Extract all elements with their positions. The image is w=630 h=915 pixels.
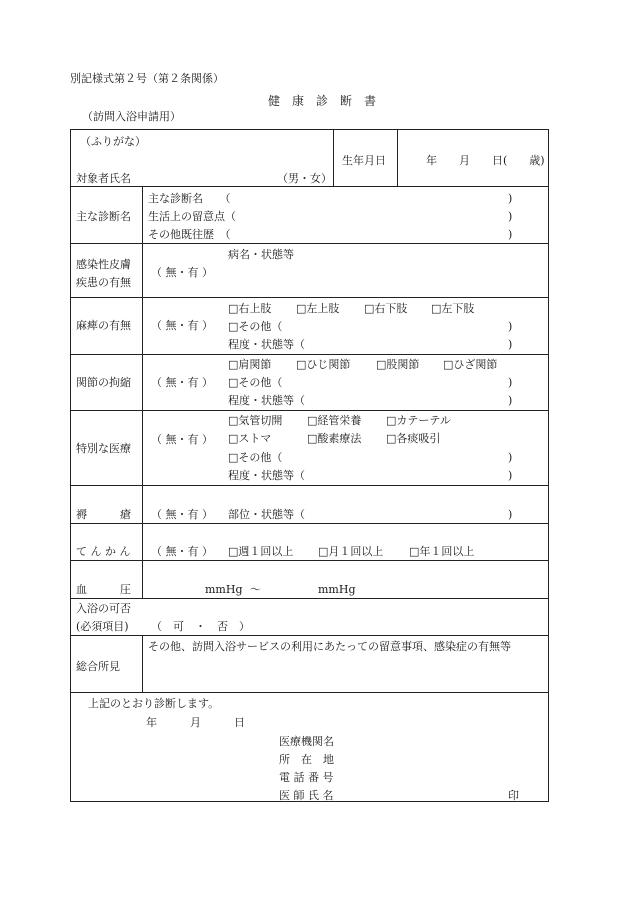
infection-detail[interactable]: 病名・状態等: [228, 248, 294, 261]
close-paren: ): [508, 508, 513, 521]
epilepsy-choice[interactable]: （ 無・有 ）: [151, 545, 213, 558]
checkbox-left-arm[interactable]: □左上肢: [296, 302, 340, 315]
infection-label-2: 疾患の有無: [76, 276, 131, 289]
doctor-name-label: 医 師 氏 名: [279, 789, 334, 802]
statement: 上記のとおり診断します。: [88, 697, 220, 710]
checkbox-catheter[interactable]: □カテーテル: [386, 414, 451, 427]
overall-label: 総合所見: [76, 660, 120, 673]
paralysis-choice[interactable]: （ 無・有 ）: [151, 319, 213, 332]
birthdate-value[interactable]: 年 月 日( 歳): [426, 154, 545, 167]
main-diagnosis-item[interactable]: 主な診断名 （: [148, 192, 231, 205]
gender-choice[interactable]: （男・女）: [277, 172, 332, 185]
checkbox-weekly[interactable]: □週１回以上: [228, 545, 294, 558]
seal-mark: 印: [508, 789, 519, 802]
institution-label: 医療機関名: [279, 735, 334, 748]
page-title: 健 康 診 断 書: [268, 94, 377, 108]
row-divider: [70, 692, 549, 693]
paralysis-label: 麻痺の有無: [76, 319, 131, 332]
infection-choice[interactable]: （ 無・有 ）: [151, 266, 213, 279]
close-paren: ): [508, 451, 513, 464]
special-care-degree[interactable]: 程度・状態等（: [228, 469, 305, 482]
close-paren: ): [508, 192, 513, 205]
contracture-degree[interactable]: 程度・状態等（: [228, 394, 305, 407]
close-paren: ): [508, 320, 513, 333]
contracture-choice[interactable]: （ 無・有 ）: [151, 376, 213, 389]
paralysis-degree[interactable]: 程度・状態等（: [228, 338, 305, 351]
bp-tilde: ～: [250, 583, 261, 596]
checkbox-knee[interactable]: □ひざ関節: [443, 358, 498, 371]
row-divider: [70, 598, 549, 599]
epilepsy-label: て ん か ん: [76, 545, 131, 558]
checkbox-oxygen[interactable]: □酸素療法: [307, 432, 362, 445]
checkbox-suction[interactable]: □各痰吸引: [386, 432, 441, 445]
contracture-label: 関節の拘縮: [76, 376, 131, 389]
bp-unit-low: mmHg: [205, 583, 243, 596]
col-divider: [397, 129, 398, 186]
bathing-label: 入浴の可否: [76, 602, 131, 615]
checkbox-tracheotomy[interactable]: □気管切開: [228, 414, 283, 427]
bathing-choice[interactable]: （ 可 ・ 否 ）: [151, 620, 250, 633]
life-notes-item[interactable]: 生活上の留意点（: [148, 210, 236, 223]
bp-unit-high: mmHg: [318, 583, 356, 596]
checkbox-contracture-other[interactable]: □その他（: [228, 376, 283, 389]
form-number: 別記様式第２号（第２条関係）: [70, 72, 224, 85]
date-field[interactable]: 年 月 日: [146, 716, 245, 729]
checkbox-right-leg[interactable]: □右下肢: [364, 302, 408, 315]
bedsore-detail[interactable]: 部位・状態等（: [228, 508, 305, 521]
bathing-required-label: (必須項目): [76, 620, 129, 633]
special-care-choice[interactable]: （ 無・有 ）: [151, 433, 213, 446]
main-diagnosis-label: 主な診断名: [76, 210, 131, 223]
col-divider: [333, 129, 334, 186]
checkbox-hip[interactable]: □股関節: [376, 358, 420, 371]
col-divider: [142, 635, 143, 692]
checkbox-stoma[interactable]: □ストマ: [228, 432, 272, 445]
blood-pressure-label: 血 圧: [76, 583, 131, 596]
medical-history-item[interactable]: その他既往歴 （: [148, 228, 231, 241]
checkbox-tube-feeding[interactable]: □経管栄養: [307, 414, 362, 427]
infection-label: 感染性皮膚: [76, 258, 131, 271]
close-paren: ): [508, 376, 513, 389]
overall-note[interactable]: その他、訪問入浴サービスの利用にあたっての留意事項、感染症の有無等: [148, 640, 511, 653]
close-paren: ): [508, 394, 513, 407]
checkbox-paralysis-other[interactable]: □その他（: [228, 320, 283, 333]
checkbox-yearly[interactable]: □年１回以上: [409, 545, 475, 558]
checkbox-left-leg[interactable]: □左下肢: [431, 302, 475, 315]
page-subtitle: （訪問入浴申請用）: [82, 110, 181, 123]
special-care-label: 特別な医療: [76, 442, 131, 455]
checkbox-monthly[interactable]: □月１回以上: [318, 545, 384, 558]
checkbox-special-other[interactable]: □その他（: [228, 451, 283, 464]
checkbox-shoulder[interactable]: □肩関節: [228, 358, 272, 371]
close-paren: ): [508, 210, 513, 223]
bedsore-choice[interactable]: （ 無・有 ）: [151, 508, 213, 521]
subject-name-label: 対象者氏名: [76, 172, 131, 185]
close-paren: ): [508, 469, 513, 482]
birthdate-label: 生年月日: [342, 154, 386, 167]
furigana-label: （ふりがな）: [80, 135, 146, 148]
col-divider: [142, 186, 143, 598]
close-paren: ): [508, 228, 513, 241]
close-paren: ): [508, 338, 513, 351]
bedsore-label: 褥 瘡: [76, 508, 131, 521]
checkbox-right-arm[interactable]: □右上肢: [228, 302, 272, 315]
checkbox-elbow[interactable]: □ひじ関節: [296, 358, 351, 371]
phone-label: 電 話 番 号: [279, 771, 334, 784]
address-label: 所 在 地: [279, 753, 334, 766]
